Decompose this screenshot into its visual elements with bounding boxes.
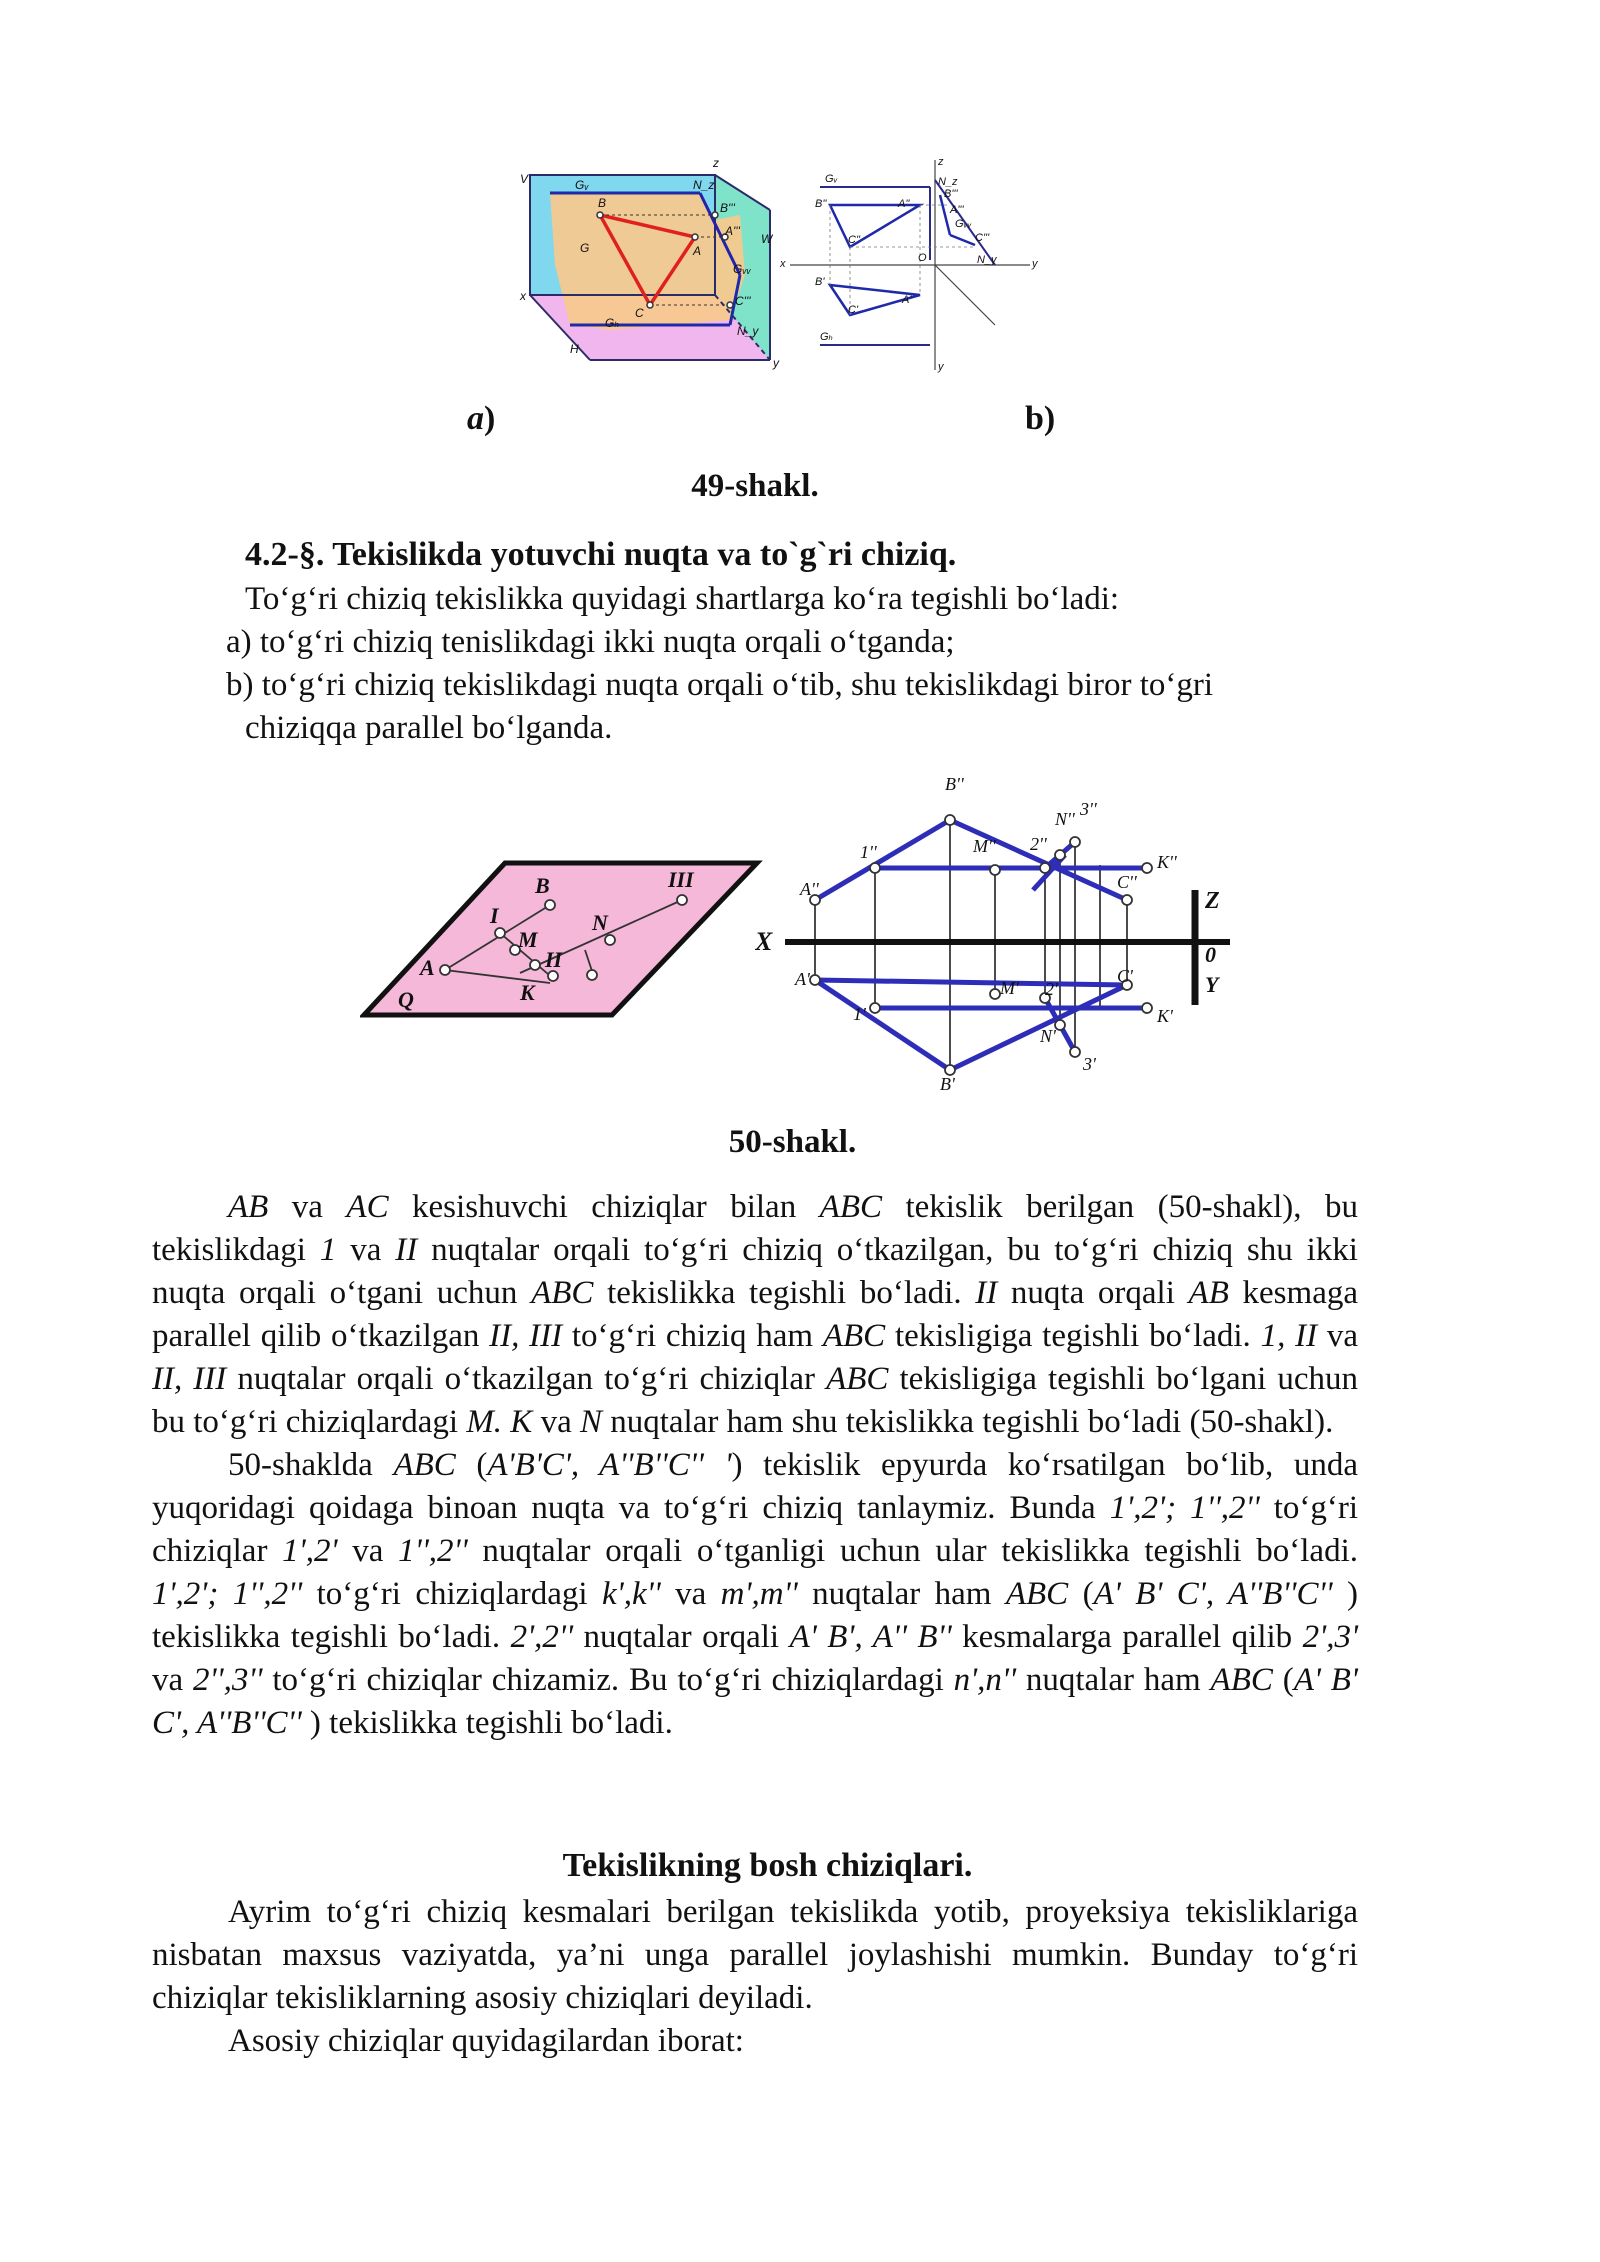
label-H: H [570,342,579,356]
paragraph-2: 50-shaklda ABC (A'B'C', A''B''C'' ') tekislik epyurda ko‘rsatilgan bo‘lib, unda yuqoridagi qoidaga binoan nuqta va to‘g‘ri chiziq tanlaymiz. Bunda 1',2'; 1'',2'' to‘g‘ri chiziqlar 1',2' va 1'',2'' nuqtalar orqali o‘tganligi uchun ular tekislikka tegishli bo‘ladi. 1',2'; 1'',2'' to‘g‘ri chiziqlardagi k',k'' va m',m'' nuqtalar ham ABC (A' B' C', A''B''C'' ) tekislikka tegishli bo‘ladi. 2',2'' nuqtalar orqali A' B', A'' B'' kesmalarga parallel qilib 2',3' va 2'',3'' to‘g‘ri chiziqlar chizamiz. Bu to‘g‘ri chiziqlardagi n',n'' nuqtalar ham ABC (A' B' C', A''B''C'' ) tekislikka tegishli bo‘ladi. [152,1447,1359,1741]
label-Y: Y [1205,972,1219,997]
label-x: x [780,258,786,270]
label-K1: K' [1157,1006,1173,1026]
label-A: A [420,955,435,980]
label-C: C [635,306,644,320]
label-Nz: N_z [693,178,715,192]
section-heading: 4.2-§. Tekislikda yotuvchi nuqta va to`g`ri chiziq. [245,536,957,573]
label-A2: A'' [800,879,819,899]
label-A3: A''' [950,204,964,216]
section-intro: To‘g‘ri chiziq tekislikka quyidagi shartlarga ko‘ra tegishli bo‘ladi: [245,581,1120,617]
label-2-2: 2'' [1030,834,1047,854]
label-zero: 0 [1205,942,1216,967]
label-3-1: 3' [1083,1054,1096,1074]
label-A3: A''' [725,224,740,238]
list-item-a: a) to‘g‘ri chiziq tenislikdagi ikki nuqta orqali o‘tganda; [226,624,955,660]
label-Z: Z [1205,888,1220,914]
label-B1: B' [815,276,825,288]
label-O: O [918,252,927,264]
label-M1: M' [1000,978,1019,998]
figure-49-caption: 49-shakl. [691,468,819,504]
paragraph-3: Ayrim to‘g‘ri chiziq kesmalari berilgan tekislikda yotib, proyeksiya tekisliklariga nisbatan maxsus vaziyatda, ya’ni unga parallel joylashishi mumkin. Bunday to‘g‘ri chiziqlar tekisliklarning asosiy chiziqlari deyiladi. [152,1894,1358,2016]
label-III: III [668,867,694,892]
label-A1: A' [902,294,912,306]
label-z: z [713,156,719,170]
label-C1: C' [848,304,859,316]
label-B3: B''' [720,201,735,215]
label-1-1: 1' [853,1004,866,1024]
label-C3: C''' [735,294,751,308]
label-C2: C'' [848,234,861,246]
label-y: y [773,356,779,370]
figure-50-right [755,770,1235,1090]
label-W: W [761,232,773,246]
label-2-1: 2' [1045,979,1058,999]
figure-label-a: a) [467,400,496,437]
label-Gw: Gᵥᵥ [955,218,972,230]
label-B: B [535,873,550,898]
figure-label-b: b) [1025,400,1056,437]
body-text-2 [152,1891,1358,2063]
label-Gw: Gᵥᵥ [733,262,751,276]
figure-50-left [360,855,765,1025]
paragraph-4: Asosiy chiziqlar quyidagilardan iborat: [228,2023,744,2059]
label-B: B [598,196,607,210]
label-N2: N'' [1055,809,1075,829]
plane-Q [364,863,757,1015]
label-K: K [520,980,535,1005]
label-x: x [520,289,526,303]
label-C2: C'' [1117,872,1137,892]
label-3-2: 3'' [1080,799,1097,819]
label-Q: Q [398,987,414,1012]
figure-49a [515,155,800,370]
label-G: G [580,241,590,255]
label-A: A [693,244,702,258]
label-M: M [518,927,538,952]
label-y2: y [938,361,944,373]
label-y: y [1032,258,1038,270]
label-II: II [545,947,563,972]
label-Nz: N_z [938,176,958,188]
section2-heading: Tekislikning bosh chiziqlari. [562,1847,973,1884]
label-Gh: Gₕ [605,316,620,330]
label-z: z [938,156,944,168]
figure-49b [780,155,1045,375]
label-N: N [592,910,608,935]
label-K2: K'' [1157,852,1177,872]
label-C1: C' [1117,966,1133,986]
label-A1: A' [795,969,810,989]
label-B2: B'' [945,774,964,794]
paragraph-1: AB va AC kesishuvchi chiziqlar bilan ABC tekislik berilgan (50-shakl), bu tekislikdagi 1 va II nuqtalar orqali to‘g‘ri chiziq o‘tkazilgan, bu to‘g‘ri chiziq shu ikki nuqta orqali o‘tgani uchun ABC tekislikka tegishli bo‘ladi. II nuqta orqali AB kesmaga parallel qilib o‘tkazilgan II, III to‘g‘ri chiziq ham ABC tekisligiga tegishli bo‘ladi. 1, II va II, III nuqtalar orqali o‘tkazilgan to‘g‘ri chiziqlar ABC tekisligiga tegishli bo‘lgani uchun bu to‘g‘ri chiziqlardagi M. K va N nuqtalar ham shu tekislikka tegishli bo‘ladi (50-shakl). [152,1189,1358,1440]
label-Gh: Gₕ [820,331,833,343]
list-item-b-line1: b) to‘g‘ri chiziq tekislikdagi nuqta orqali o‘tib, shu tekislikdagi biror to‘gri [226,667,1214,703]
label-Gv: Gᵥ [575,178,589,192]
label-1-2: 1'' [860,842,877,862]
label-I: I [490,903,499,928]
list-item-b-line2: chiziqqa parallel bo‘lganda. [245,710,613,746]
label-X: X [755,927,773,956]
label-B3: B''' [944,188,958,200]
label-B2: B'' [815,198,827,210]
figure-50-caption: 50-shakl. [728,1124,857,1160]
label-A2: A'' [898,198,910,210]
label-V: V [520,172,529,186]
label-B1: B' [940,1074,955,1090]
label-N1: N' [1040,1026,1056,1046]
label-Ny: N_y [737,324,759,338]
label-Gv: Gᵥ [825,173,838,185]
label-C3: C''' [975,232,990,244]
body-text [152,1186,1358,1745]
label-M2: M'' [973,836,996,856]
label-Ny: N_y [977,254,997,266]
